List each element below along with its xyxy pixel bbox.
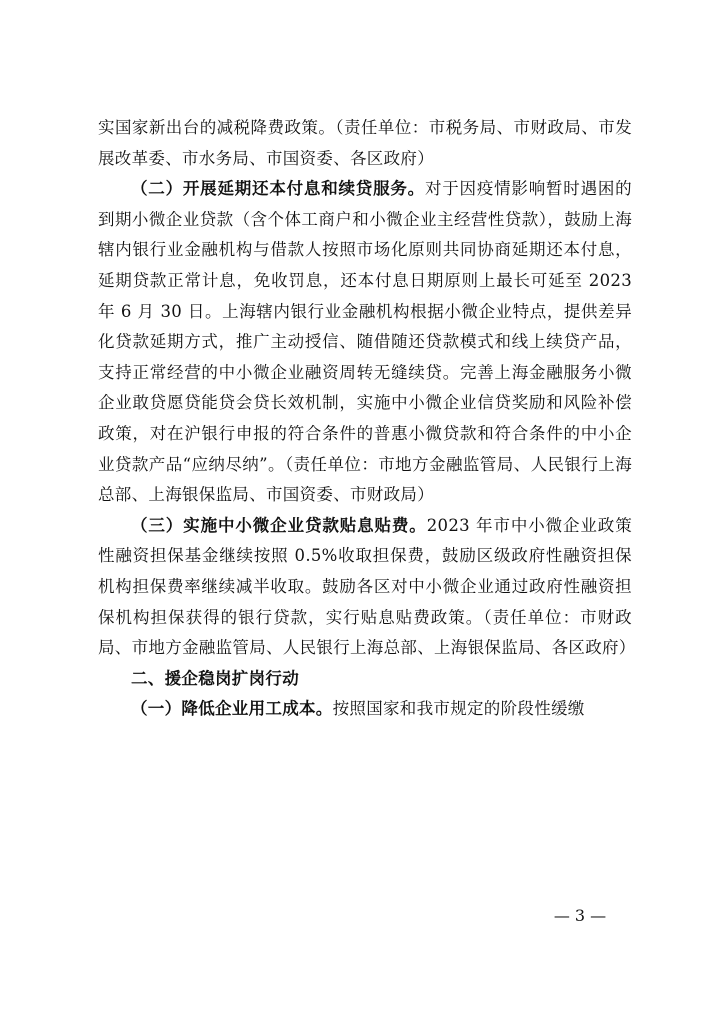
paragraph-labor-cost — [98, 694, 632, 725]
heading-labor-cost: （一）降低企业用工成本。 — [131, 699, 333, 719]
paragraph-deferred-repayment — [98, 174, 632, 511]
body-loan-subsidy: 2023 年市中小微企业政策性融资担保基金继续按照 0.5%收取担保费，鼓励区级政府性融资担保机构担保费率继续减半收取。鼓励各区对中小微企业通过政府性融资担保机构担保获得的银行贷款，实行贴息贴费政策。（责任单位：市财政局、市地方金融监管局、人民银行上海总部、上海银保监局、各区政府） — [98, 515, 636, 658]
section-title: 二、援企稳岗扩岗行动 — [131, 668, 299, 688]
page-number: — 3 — — [553, 906, 607, 925]
heading-loan-subsidy: （三）实施中小微企业贷款贴息贴费。 — [131, 515, 427, 535]
heading-deferred-repayment: （二）开展延期还本付息和续贷服务。 — [131, 179, 425, 199]
body-labor-cost: 按照国家和我市规定的阶段性缓缴 — [332, 699, 585, 719]
body-deferred-repayment: 对于因疫情影响暂时遇困的到期小微企业贷款（含个体工商户和小微企业主经营性贷款），鼓励上海辖内银行业金融机构与借款人按照市场化原则共同协商延期还本付息，延期贷款正常计息，免收罚息，还本付息日期原则上最长可延至 2023 年 6 月 30 日。上海辖内银行业金融机构根据小微企业特点，提供差异化贷款延期方式，推广主动授信、随借随还贷款模式和线上续贷产品，支持正常经营的中小微企业融资周转无缝续贷。完善上海金融服务小微企业敢贷愿贷能贷会贷长效机制，实施中小微企业信贷奖励和风险补偿政策，对在沪银行申报的符合条件的普惠小微贷款和符合条件的中小企业贷款产品“应纳尽纳”。（责任单位：市地方金融监管局、人民银行上海总部、上海银保监局、市国资委、市财政局） — [98, 179, 632, 505]
body-text — [98, 113, 636, 725]
paragraph-continued: 实国家新出台的减税降费政策。（责任单位：市税务局、市财政局、市发展改革委、市水务局、市国资委、各区政府） — [98, 118, 632, 168]
paragraph-loan-subsidy — [98, 511, 636, 664]
